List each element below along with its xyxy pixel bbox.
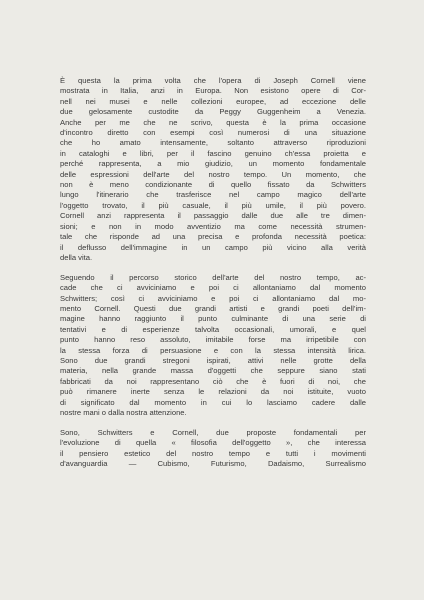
text-line: materia, nella grande massa d'oggetti che seppure siano stati	[60, 366, 366, 376]
text-line: punto hanno reso assoluto, imitabile forse ma irripetibile con	[60, 335, 366, 345]
paragraph	[60, 273, 366, 419]
text-line: nostre mani o dalla nostra attenzione.	[60, 408, 187, 418]
paragraph	[60, 76, 366, 263]
text-line: mostrata in Italia, anzi in Europa. Non esistono opere di Cor-	[60, 86, 366, 96]
text-line: in cataloghi e libri, per il fascino genuino ch'essa proietta e	[60, 148, 366, 158]
text-line: due gelosamente custodite da Peggy Guggenheim a Venezia.	[60, 107, 366, 117]
text-line: Sono, Schwitters e Cornell, due proposte fondamentali per	[60, 428, 366, 437]
text-line: della vita.	[60, 252, 93, 262]
text-line: non è meno condizionante di quello fissato da Schwitters	[60, 180, 366, 190]
text-line: il deflusso dell'immagine in un campo più vicino alla verità	[60, 242, 366, 252]
text-line: l'evoluzione di quella « filosofia dell'oggetto », che interessa	[60, 438, 366, 448]
text-line: l'oggetto trovato, il più casuale, il più umile, il più povero.	[60, 200, 366, 210]
text-line: Sono due grandi stregoni ispirati, attivi nelle grotte della	[60, 356, 366, 366]
text-line: cade che ci avviciniamo e poi ci allontaniamo dal momento	[60, 283, 366, 293]
text-line: tale che risponde ad una precisa e profonda necessità poetica:	[60, 232, 366, 242]
text-line: nell nei musei e nelle collezioni europee, ad eccezione delle	[60, 96, 366, 106]
text-line: Cornell anzi rappresenta il passaggio dalle due alle tre dimen-	[60, 211, 366, 221]
text-line: Schwitters; così ci avviciniamo e poi ci allontaniamo dal mo-	[60, 293, 366, 303]
text-line: magine hanno raggiunto il punto culminante di una serie di	[60, 314, 366, 324]
text-line: il pensiero estetico del nostro tempo e tutti i movimenti	[60, 448, 366, 458]
text-line: di significato dal momento in cui lo lasciamo cadere dalle	[60, 397, 366, 407]
text-line: lungo l'itinerario che trasferisce nel campo magico dell'arte	[60, 190, 366, 200]
body-text	[60, 76, 366, 479]
text-line: perché rappresenta, a mio giudizio, un momento fondamentale	[60, 159, 366, 169]
text-line: può rimanere inerte senza le relazioni da noi istituite, vuoto	[60, 387, 366, 397]
text-line: tentativi e di esperienze talvolta occasionali, umorali, e quel	[60, 324, 366, 334]
text-line: Anche per me che ne scrivo, questa è la prima occasione	[60, 117, 366, 127]
text-line: Seguendo il percorso storico dell'arte del nostro tempo, ac-	[60, 272, 366, 282]
text-line: la stessa forza di persuasione e con la stessa intensità lirica.	[60, 345, 366, 355]
paragraph	[60, 428, 366, 470]
text-line: che ho amato intensamente, soltanto attraverso riproduzioni	[60, 138, 366, 148]
text-line: delle espressioni dell'arte del nostro tempo. Un momento, che	[60, 169, 366, 179]
text-line: d'incontro diretto con esempi così numerosi di una situazione	[60, 128, 366, 138]
text-line: sioni; e non in modo avventizio ma come necessità strumen-	[60, 221, 366, 231]
text-line: d'avanguardia — Cubismo, Futurismo, Dadaismo, Surrealismo	[60, 459, 366, 469]
text-line: mento Cornell. Questi due grandi artisti e grandi poeti dell'im-	[60, 304, 366, 314]
text-line: È questa la prima volta che l'opera di Joseph Cornell viene	[60, 76, 366, 85]
text-line: fabbricati da noi rappresentano ciò che è fuori di noi, che	[60, 376, 366, 386]
